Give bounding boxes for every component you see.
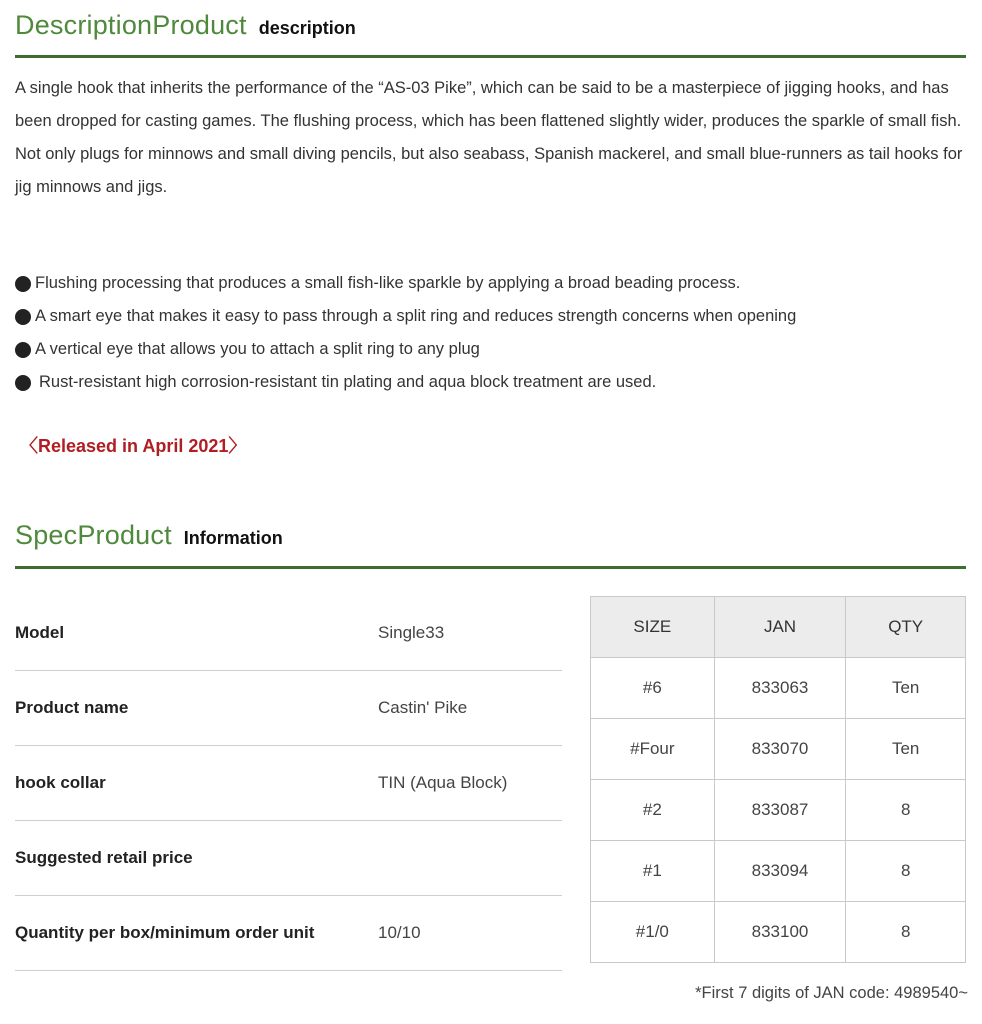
- spec-subtitle: Information: [183, 528, 283, 548]
- table-row: [591, 902, 966, 963]
- spec-heading: [15, 520, 283, 551]
- feature-item: [15, 366, 970, 399]
- feature-text: Flushing processing that produces a small fish-like sparkle by applying a broad beading process.: [35, 274, 741, 292]
- spec-row-quantity: [15, 896, 562, 971]
- spec-label: Quantity per box/minimum order unit: [15, 923, 315, 942]
- cell-qty: 8: [846, 841, 966, 902]
- table-header-size: SIZE: [591, 597, 715, 658]
- spec-label: Suggested retail price: [15, 848, 193, 867]
- spec-row-product-name: [15, 671, 562, 746]
- feature-text: A vertical eye that allows you to attach a split ring to any plug: [35, 340, 480, 358]
- table-row: [591, 719, 966, 780]
- spec-value: Single33: [378, 623, 445, 642]
- spec-label: Model: [15, 623, 65, 642]
- description-title: DescriptionProduct: [15, 10, 247, 40]
- description-paragraph: A single hook that inherits the performance of the “AS-03 Pike”, which can be said to be a masterpiece of jigging hooks, and has been dropped for casting games. The flushing process, which has been flattened slightly wider, produces the sparkle of small fish.: [15, 79, 962, 130]
- jan-footnote: *First 7 digits of JAN code: 4989540~: [695, 984, 968, 1002]
- spec-value: Castin' Pike: [378, 698, 468, 717]
- cell-qty: 8: [846, 780, 966, 841]
- bullet-icon: [15, 375, 31, 391]
- bullet-icon: [15, 342, 31, 358]
- cell-jan: 833087: [714, 780, 846, 841]
- spec-row-price: [15, 821, 562, 896]
- feature-item: [15, 333, 970, 366]
- spec-list: [15, 596, 562, 971]
- spec-label: Product name: [15, 698, 129, 717]
- table-header-jan: JAN: [714, 597, 846, 658]
- cell-jan: 833063: [714, 658, 846, 719]
- table-header-row: [591, 597, 966, 658]
- spec-title: SpecProduct: [15, 520, 172, 550]
- spec-divider: [15, 566, 966, 569]
- feature-text: Rust-resistant high corrosion-resistant tin plating and aqua block treatment are used.: [39, 373, 657, 391]
- cell-jan: 833094: [714, 841, 846, 902]
- description-paragraph: Not only plugs for minnows and small diving pencils, but also seabass, Spanish mackerel, and small blue-runners as tail hooks for jig minnows and jigs.: [15, 145, 963, 196]
- bullet-icon: [15, 309, 31, 325]
- spec-value: TIN (Aqua Block): [378, 773, 508, 792]
- cell-jan: 833070: [714, 719, 846, 780]
- jan-table: [590, 596, 966, 963]
- cell-size: #6: [591, 658, 715, 719]
- cell-size: #1/0: [591, 902, 715, 963]
- cell-size: #1: [591, 841, 715, 902]
- spec-label: hook collar: [15, 773, 106, 792]
- feature-item: [15, 267, 970, 300]
- feature-list: [15, 267, 970, 399]
- spec-value: 10/10: [378, 923, 421, 942]
- cell-qty: Ten: [846, 719, 966, 780]
- table-row: [591, 780, 966, 841]
- table-row: [591, 658, 966, 719]
- cell-size: #Four: [591, 719, 715, 780]
- cell-qty: 8: [846, 902, 966, 963]
- spec-row-hook-collar: [15, 746, 562, 821]
- description-heading: [15, 10, 356, 41]
- spec-row-model: [15, 596, 562, 671]
- table-header-qty: QTY: [846, 597, 966, 658]
- bullet-icon: [15, 276, 31, 292]
- table-row: [591, 841, 966, 902]
- feature-text: A smart eye that makes it easy to pass through a split ring and reduces strength concerns when opening: [35, 307, 797, 325]
- cell-jan: 833100: [714, 902, 846, 963]
- feature-item: [15, 300, 970, 333]
- cell-size: #2: [591, 780, 715, 841]
- release-date: 〈Released in April 2021〉: [20, 436, 247, 456]
- cell-qty: Ten: [846, 658, 966, 719]
- description-divider: [15, 55, 966, 58]
- description-subtitle: description: [258, 18, 356, 38]
- description-text: [15, 72, 970, 204]
